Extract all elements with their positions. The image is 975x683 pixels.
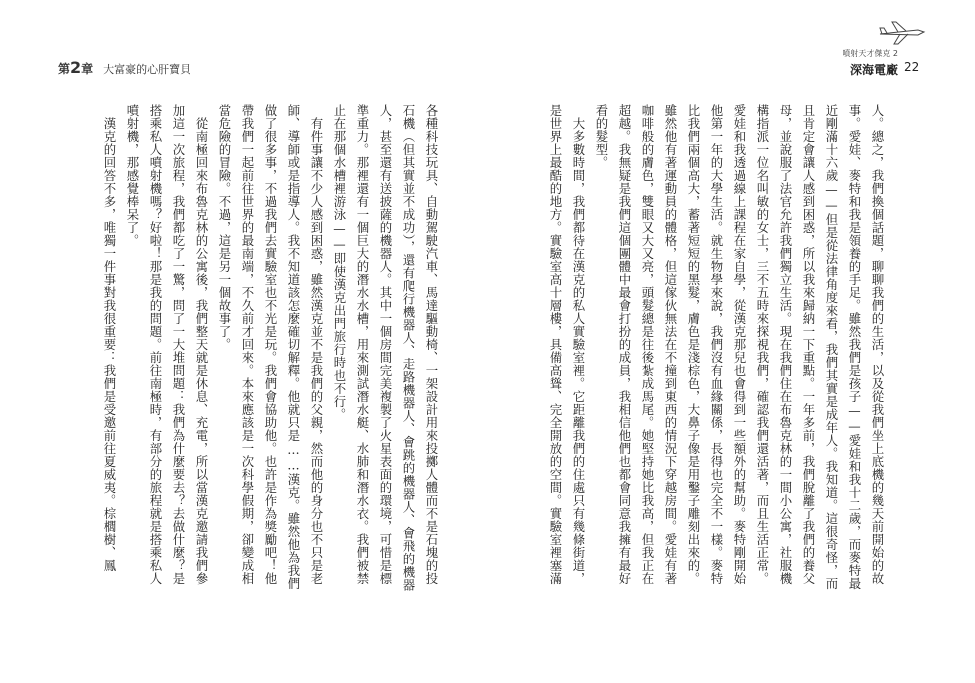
text-column: 漢克的回答不多，唯獨一件事對我很重要：我們是受邀前往夏威夷。棕櫚樹、鳳 [102, 104, 117, 572]
text-column: 雖然他有著運動員的體格，但這傢伙無法在不撞到東西的情況下穿越房間。愛娃有著 [663, 104, 678, 585]
text-column: 師、導師或是指導人。我不知道該怎麼確切解釋。他就只是……漢克。雖然他為我們 [286, 104, 301, 591]
text-column: 做了很多事，不過我們去實驗室也不光是玩。我們會協助他。也許是作為獎勵吧！他 [263, 104, 278, 585]
page-number: 22 [904, 60, 920, 74]
text-column: 咖啡般的膚色，雙眼又大又亮，頭髮總是往後紮成馬尾。她堅持她比我高，但我正在 [640, 104, 655, 585]
chapter-prefix: 第 [58, 62, 71, 76]
text-column: 從南極回來布魯克林的公寓後，我們整天就是休息、充電，所以當漢克邀請我們參 [194, 104, 209, 585]
text-column: 準重力。那裡還有一個巨大的潛水水槽，用來測試潛水艇、水肺和潛水衣。我們被禁 [355, 104, 370, 585]
book-header [838, 48, 898, 78]
text-column: 當危險的冒險。不過，這是另一個故事了。 [217, 104, 232, 351]
text-column: 加這一次旅程，我們都吃了一驚，問了一大堆問題：我們為什麼要去？去做什麼？是 [171, 104, 186, 585]
text-column: 且肯定會讓人感到困惑，所以我來歸納一下重點。一年多前，我們脫離了我們的養父 [801, 104, 816, 585]
airplane-illustration-icon [878, 18, 926, 48]
text-column: 看的髮型。 [594, 104, 609, 169]
text-column: 是世界上最酷的地方。實驗室高十層樓，具備高聳、完全開放的空間。實驗室裡塞滿 [548, 104, 563, 585]
chapter-title: 大富豪的心肝寶貝 [103, 63, 192, 76]
text-column: 搭乘私人噴射機嗎？好啦！那是我的問題。前往南極時，有部分的旅程就是搭乘私人 [148, 104, 163, 585]
text-column: 噴射機，那感覺棒呆了。 [125, 104, 140, 247]
text-column: 石機（但其實並不成功），還有爬行機器人、走路機器人、會跳的機器人、會飛的機器 [401, 104, 416, 592]
text-column: 構指派一位名叫敏的女士，三不五時來探視我們，確認我們還活著，而且生活正常。 [755, 104, 770, 585]
text-column: 比我們兩個高大，蓄著短短的黑髮，膚色是淺棕色，大鼻子像是用鑿子雕刻出來的。 [686, 104, 701, 585]
text-column: 母，並說服了法官允許我們獨立生活。現在我們住在布魯克林的一間小公寓，社服機 [778, 104, 793, 585]
chapter-suffix: 章 [81, 62, 94, 76]
text-column: 人。總之，我們換個話題，聊聊我們的生活，以及從我們坐上底機的幾天前開始的故 [870, 104, 885, 585]
book-title: 深海電廠 [849, 63, 898, 77]
text-column: 各種科技玩具、自動駕駛汽車、馬達驅動椅、一架設計用來投擲人體而不是石塊的投 [424, 104, 439, 585]
text-column: 大多數時間，我們都待在漢克的私人實驗室裡。它距離我們的住處只有幾條街道， [571, 104, 586, 585]
chapter-header [58, 58, 191, 77]
text-column: 超越。我無疑是我們這個團體中最會打扮的成員，我相信他們也都會同意我擁有最好 [617, 104, 632, 585]
text-column: 愛娃和我透過線上課程在家自學，從漢克那兒也會得到一些額外的幫助。麥特剛開始 [732, 104, 747, 585]
text-column: 他第一年的大學生活。就生物學來說，我們沒有血緣關係，長得也完全不一樣。麥特 [709, 104, 724, 585]
text-column: 止在那個水槽裡游泳——即使漢克出門旅行時也不行。 [332, 104, 347, 422]
text-column: 人，甚至還有送披薩的機器人。其中一個房間完美複製了火星表面的環境，可惜是標 [378, 104, 393, 585]
text-column: 帶我們一起前往世界的最南端，不久前才回來。本來應該是一次科學假期，卻變成相 [240, 104, 255, 585]
text-column: 有件事讓不少人感到困惑，雖然漢克並不是我們的父親，然而他的身分也不只是老 [309, 104, 324, 585]
text-column: 近剛滿十六歲——但是從法律角度來看，我們其實是成年人。我知道。這很奇怪，而 [824, 104, 839, 591]
series-title: 噴射天才傑克 2 [842, 49, 898, 58]
chapter-number: 2 [70, 58, 82, 77]
text-column: 事。愛娃、麥特和我是領養的手足。雖然我們是孩子——愛娃和我十二歲，而麥特最 [847, 104, 862, 591]
